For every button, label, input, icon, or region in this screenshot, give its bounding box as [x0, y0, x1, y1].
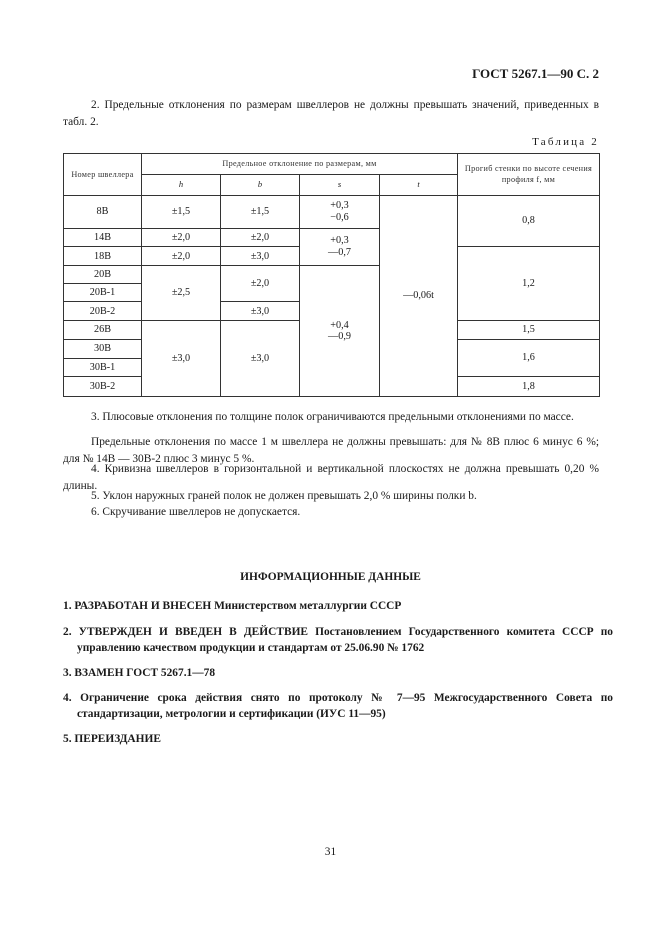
info-item-3: 3. ВЗАМЕН ГОСТ 5267.1—78: [63, 667, 216, 679]
paragraph-4: 4. Кривизна швеллеров в горизонтальной и вертикальной плоскостях не должна превышать 0,20 % длины.: [63, 463, 599, 492]
cell-b: ±1,5: [221, 195, 300, 228]
paragraph-3: 3. Плюсовые отклонения по толщине полок ограничиваются предельными отклонениями по массе.: [91, 411, 574, 423]
table-caption: Таблица 2: [532, 136, 599, 148]
cell-name: 20В-2: [64, 302, 142, 321]
cell-name: 30В: [64, 339, 142, 358]
info-item-5: 5. ПЕРЕИЗДАНИЕ: [63, 733, 161, 745]
standard-header: ГОСТ 5267.1—90 С. 2: [472, 66, 599, 81]
cell-f: 1,2: [458, 247, 600, 321]
cell-name: 14В: [64, 228, 142, 247]
cell-name: 30В-1: [64, 358, 142, 377]
cell-b: ±2,0: [221, 266, 300, 302]
paragraph-mass: Предельные отклонения по массе 1 м швеллера не должны превышать: для № 8В плюс 6 минус 6 %; для № 14В — 30В-2 плюс 3 минус 5 %.: [63, 436, 599, 465]
info-item-1: 1. РАЗРАБОТАН И ВНЕСЕН Министерством металлургии СССР: [63, 600, 402, 612]
cell-b: ±3,0: [221, 302, 300, 321]
cell-f: 1,8: [458, 377, 600, 397]
cell-h: ±1,5: [142, 195, 221, 228]
cell-f: 1,5: [458, 321, 600, 340]
page-number: 31: [324, 846, 337, 858]
cell-b: ±3,0: [221, 321, 300, 397]
header-b: b: [221, 174, 300, 195]
cell-f: 0,8: [458, 195, 600, 247]
cell-name: 20В: [64, 266, 142, 284]
info-item-2: 2. УТВЕРЖДЕН И ВВЕДЕН В ДЕЙСТВИЕ Постановлением Государственного комитета СССР по управлению качеством продукции и стандартам от 25.06.90 № 1762: [63, 626, 613, 654]
cell-b: ±3,0: [221, 247, 300, 266]
header-h: h: [142, 174, 221, 195]
paragraph-6: 6. Скручивание швеллеров не допускается.: [91, 506, 301, 518]
cell-name: 18В: [64, 247, 142, 266]
info-title: ИНФОРМАЦИОННЫЕ ДАННЫЕ: [240, 571, 421, 583]
cell-h: ±2,5: [142, 266, 221, 321]
header-tolerance-group: Предельное отклонение по размерам, мм: [142, 154, 458, 175]
cell-f: 1,6: [458, 339, 600, 376]
paragraph-5: 5. Уклон наружных граней полок не должен превышать 2,0 % ширины полки b.: [91, 490, 477, 502]
paragraph-2: 2. Предельные отклонения по размерам швеллеров не должны превышать значений, приведенных в табл. 2.: [63, 99, 599, 128]
cell-name: 26В: [64, 321, 142, 340]
cell-name: 8В: [64, 195, 142, 228]
cell-s: +0,4 —0,9: [300, 266, 380, 397]
cell-s: +0,3 −0,6: [300, 195, 380, 228]
header-s: s: [300, 174, 380, 195]
info-item-4: 4. Ограничение срока действия снято по протоколу № 7—95 Межгосударственного Совета по стандартизации, метрологии и сертификации (ИУС 11—95): [63, 692, 613, 720]
cell-s: +0,3 —0,7: [300, 228, 380, 265]
header-deflection: Прогиб стенки по высоте сечения профиля f, мм: [458, 154, 600, 196]
cell-b: ±2,0: [221, 228, 300, 247]
header-t: t: [380, 174, 458, 195]
cell-name: 30В-2: [64, 377, 142, 397]
header-number: Номер швеллера: [64, 154, 142, 196]
cell-name: 20В-1: [64, 283, 142, 302]
cell-h: ±2,0: [142, 247, 221, 266]
tolerance-table: [63, 153, 600, 397]
cell-h: ±2,0: [142, 228, 221, 247]
cell-h: ±3,0: [142, 321, 221, 397]
cell-t: —0,06t: [380, 195, 458, 396]
